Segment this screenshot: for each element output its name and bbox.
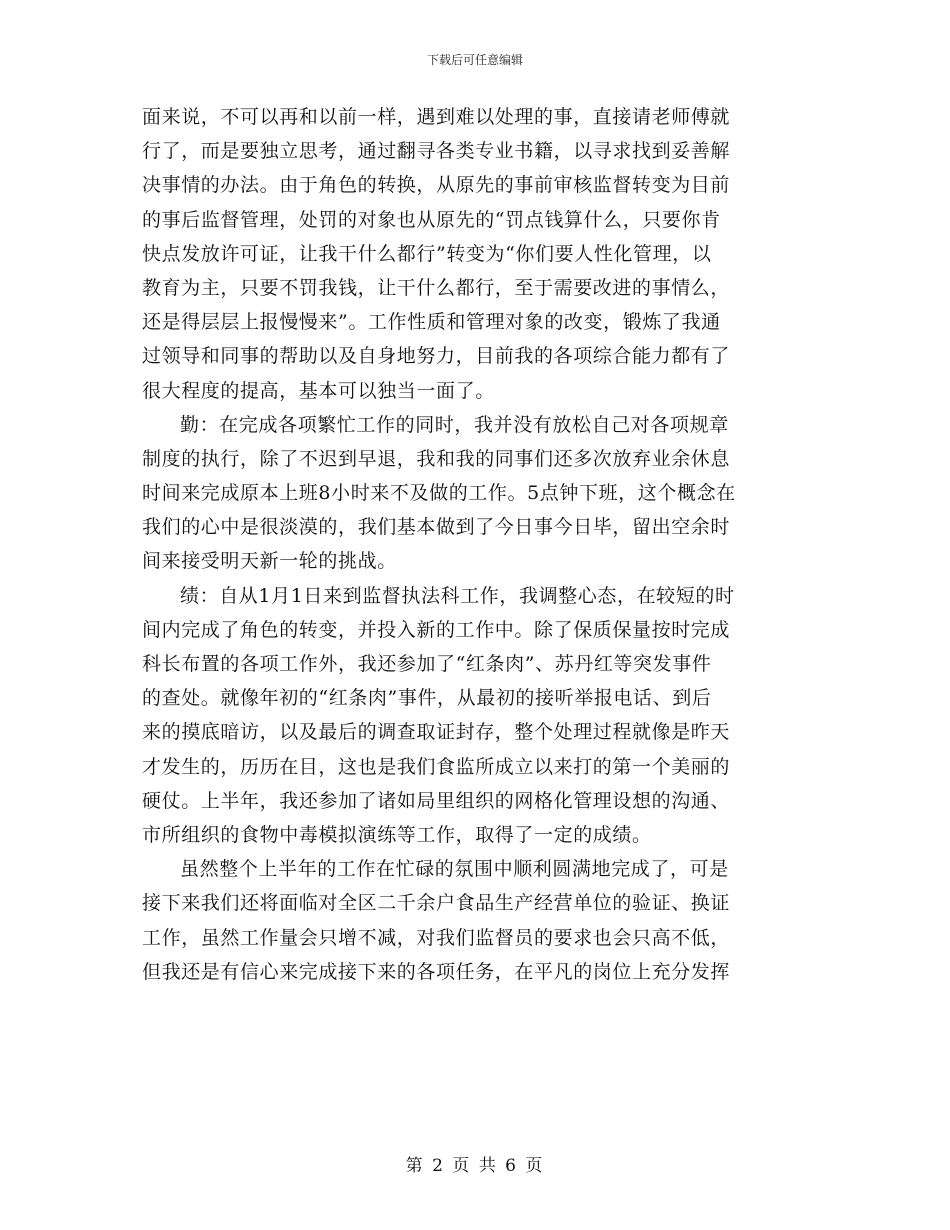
body-line: 才发生的，历历在目，这也是我们食监所成立以来打的第一个美丽的: [142, 755, 731, 778]
body-line: 很大程度的提高，基本可以独当一面了。: [142, 379, 495, 402]
body-line: 的查处。就像年初的“红条肉”事件，从最初的接听举报电话、到后: [142, 687, 712, 710]
body-line: 的事后监督管理，处罚的对象也从原先的“罚点钱算什么，只要你肯: [142, 208, 721, 231]
body-line: 我们的心中是很淡漠的，我们基本做到了今日事今日毕，留出空余时: [142, 516, 731, 539]
body-line: 间内完成了角色的转变，并投入新的工作中。除了保质保量按时完成: [142, 618, 731, 641]
body-line: 市所组织的食物中毒模拟演练等工作，取得了一定的成绩。: [142, 823, 652, 846]
body-line: 过领导和同事的帮助以及自身地努力，目前我的各项综合能力都有了: [142, 345, 731, 368]
body-line: 来的摸底暗访，以及最后的调查取证封存，整个处理过程就像是昨天: [142, 721, 731, 744]
paragraph-start-line: 绩：自从1月1日来到监督执法科工作，我调整心态，在较短的时: [180, 584, 735, 607]
body-line: 科长布置的各项工作外，我还参加了“红条肉”、苏丹红等突发事件: [142, 653, 712, 675]
body-line: 制度的执行，除了不迟到早退，我和我的同事们还多次放弃业余休息: [142, 447, 731, 470]
body-line: 行了，而是要独立思考，通过翻寻各类专业书籍，以寻求找到妥善解: [142, 140, 731, 163]
page-header: 下载后可任意编辑: [426, 53, 523, 67]
paragraph-start-line: 虽然整个上半年的工作在忙碌的氛围中顺利圆满地完成了，可是: [180, 858, 729, 881]
body-line: 但我还是有信心来完成接下来的各项任务，在平凡的岗位上充分发挥: [142, 960, 731, 983]
body-line: 教育为主，只要不罚我钱，让干什么都行，至于需要改进的事情么，: [142, 276, 731, 299]
body-line: 面来说，不可以再和以前一样，遇到难以处理的事，直接请老师傅就: [142, 106, 731, 128]
page-number: 第 2 页 共 6 页: [405, 1156, 545, 1176]
body-line: 硬仗。上半年，我还参加了诸如局里组织的网格化管理设想的沟通、: [142, 789, 731, 812]
body-line: 还是得层层上报慢慢来”。工作性质和管理对象的改变，锻炼了我通: [142, 311, 721, 334]
body-line: 快点发放许可证，让我干什么都行”转变为“你们要人性化管理，以: [142, 242, 712, 265]
body-line: 时间来完成原本上班8小时来不及做的工作。5点钟下班，这个概念在: [142, 482, 736, 505]
body-line: 间来接受明天新一轮的挑战。: [142, 550, 397, 573]
body-line: 接下来我们还将面临对全区二千余户食品生产经营单位的验证、换证: [142, 892, 731, 915]
page-footer: [0, 1155, 950, 1177]
paragraph-start-line: 勤：在完成各项繁忙工作的同时，我并没有放松自己对各项规章: [180, 413, 729, 436]
document-body: [142, 100, 812, 989]
body-line: 决事情的办法。由于角色的转换，从原先的事前审核监督转变为目前: [142, 174, 731, 197]
body-line: 工作，虽然工作量会只增不减，对我们监督员的要求也会只高不低，: [142, 926, 731, 949]
